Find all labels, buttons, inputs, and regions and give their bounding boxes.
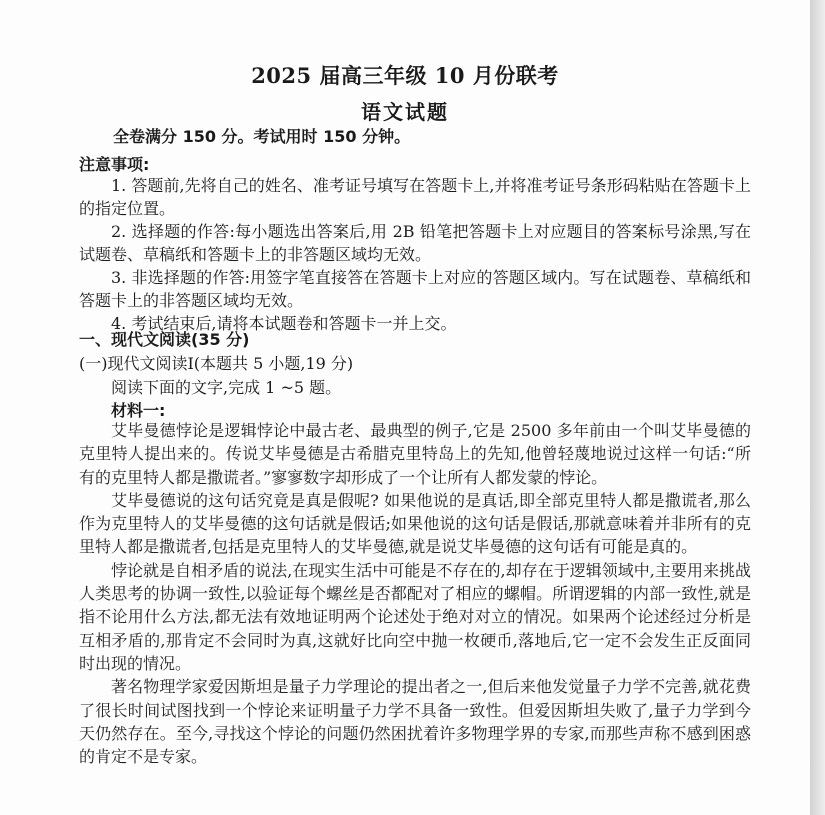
material-paragraph-3: 悖论就是自相矛盾的说法,在现实生活中可能是不存在的,却存在于逻辑领域中,主要用来挑战人类思考的协调一致性,以验证每个螺丝是否都配对了相应的螺帽。所谓逻辑的内部一致性,就是指不论用什么方法,都无法有效地证明两个论述处于绝对对立的情况。如果两个论述经过分析是互相矛盾的,那肯定不会同时为真,这就好比向空中抛一枚硬币,落地后,它一定不会发生正反面同时出现的情况。 <box>79 560 751 673</box>
exam-title: 2025 届高三年级 10 月份联考 <box>251 63 559 88</box>
reading-instruction: 阅读下面的文字,完成 1 ~5 题。 <box>111 378 342 397</box>
part-heading: (一)现代文阅读Ⅰ(本题共 5 小题,19 分) <box>79 354 354 373</box>
material-paragraph-2: 艾毕曼德说的这句话究竟是真是假呢? 如果他说的是真话,即全部克里特人都是撒谎者,那么作为克里特人的艾毕曼德的这句话就是假话;如果他说的这句话是假话,那就意味着并非所有的克里特人都是撒谎者,包括是克里特人的艾毕曼德,就是说艾毕曼德的这句话有可能是真的。 <box>79 490 751 557</box>
notice-item-4: 4. 考试结束后,请将本试题卷和答题卡一并上交。 <box>111 314 457 333</box>
score-time-line: 全卷满分 150 分。考试用时 150 分钟。 <box>113 127 411 146</box>
section-heading: 一、现代文阅读(35 分) <box>79 330 250 349</box>
notice-item-2: 2. 选择题的作答:每小题选出答案后,用 2B 铅笔把答题卡上对应题目的答案标号涂黑,写在试题卷、草稿纸和答题卡上的非答题区域均无效。 <box>79 222 751 264</box>
exam-subtitle: 语文试题 <box>361 100 449 124</box>
notice-heading: 注意事项: <box>79 155 150 174</box>
notice-item-1: 1. 答题前,先将自己的姓名、准考证号填写在答题卡上,并将准考证号条形码粘贴在答题卡上的指定位置。 <box>79 176 751 218</box>
page-edge-shadow <box>810 0 825 815</box>
material-paragraph-1: 艾毕曼德悖论是逻辑悖论中最古老、最典型的例子,它是 2500 多年前由一个叫艾毕曼德的克里特人提出来的。传说艾毕曼德是古希腊克里特岛上的先知,他曾轻蔑地说过这样一句话:“所有的克里特人都是撒谎者。”寥寥数字却形成了一个让所有人都发蒙的悖论。 <box>79 421 751 487</box>
material-heading: 材料一: <box>111 401 166 420</box>
material-body <box>79 419 751 768</box>
notice-list <box>79 174 751 335</box>
material-paragraph-4: 著名物理学家爱因斯坦是量子力学理论的提出者之一,但后来他发觉量子力学不完善,就花费了很长时间试图找到一个悖论来证明量子力学不具备一致性。但爱因斯坦失败了,量子力学到今天仍然存在。至今,寻找这个悖论的问题仍然困扰着许多物理学界的专家,而那些声称不感到困惑的肯定不是专家。 <box>79 677 751 767</box>
notice-item-3: 3. 非选择题的作答:用签字笔直接答在答题卡上对应的答题区域内。写在试题卷、草稿纸和答题卡上的非答题区域均无效。 <box>79 268 751 310</box>
